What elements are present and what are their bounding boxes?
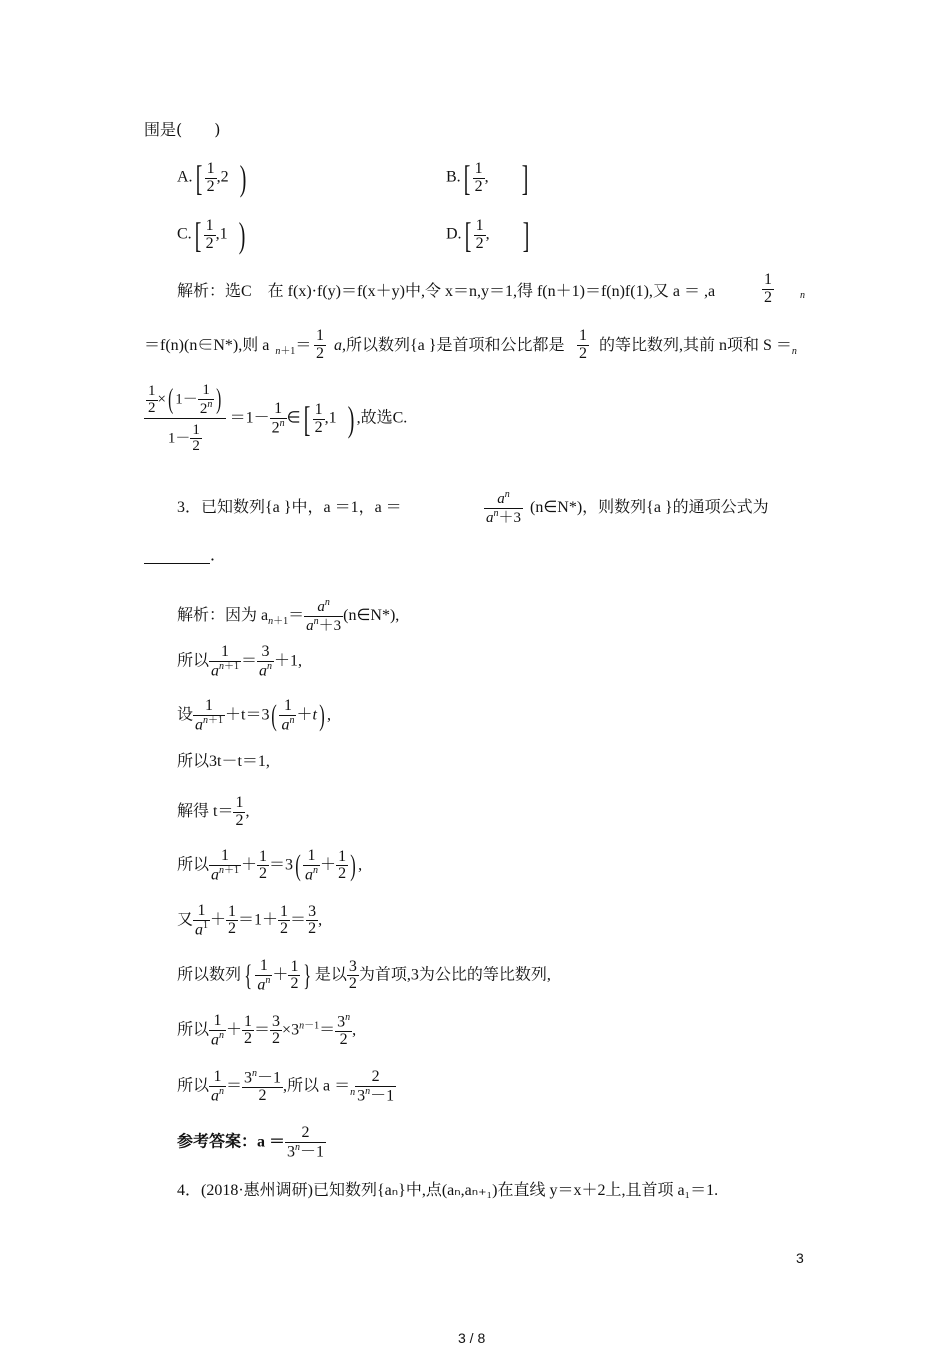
q3-step7: 所以数列 { $\frac{1}{a^n}$ ＋ $\frac{1}{2}$ } 是以 $\frac{3}{2}$ 为首项,3为公比的等比数列, (177, 957, 551, 994)
q2-option-c: C.[ $\frac{1}{2}$ ,1 ) (177, 215, 245, 255)
q3-step4: 解得 t＝ $\frac{1}{2}$ , (177, 794, 250, 829)
q3-reference-answer: 参考答案：a ＝ $\frac{2}{3^n-1}$ (177, 1124, 325, 1161)
q3-answer-blank: ． (144, 548, 226, 564)
q3-step6: 又 $\frac{1}{a^1}$ ＋ $\frac{1}{2}$ ＝1＋ $\frac{1}{2}$ ＝ $\frac{3}{2}$ , (177, 902, 323, 939)
q2-solution-line2: ＝f(n)(n∈N*),则 a $_{n+1}$＝ (144, 337, 312, 358)
page-indicator: 3 / 8 (458, 1330, 486, 1346)
q2-stem-tail: 围是( ) (144, 120, 221, 139)
page-number: 3 (796, 1250, 804, 1266)
q2-half-fraction: $\frac{1}{2}$ (764, 271, 772, 306)
q3-step5: 所以 $\frac{1}{a^{n+1}}$ ＋ $\frac{1}{2}$ ＝3( $\frac{1}{a^n}$ ＋ $\frac{1}{2}$ ) , (177, 847, 363, 884)
q3-step8: 所以 $\frac{1}{a^n}$ ＋ $\frac{1}{2}$ ＝ $\frac{3}{2}$ $\times 3^{n-1}=$ $\frac{3^n}{2}$ , (177, 1012, 357, 1049)
q3-step3: 所以3t－t＝1, (177, 753, 270, 770)
q2-option-a: A.[ $\frac{1}{2}$ ,2 ) (177, 158, 246, 198)
q3-step2: 设 $\frac{1}{a^{n+1}}$ ＋t＝3( $\frac{1}{a^n}$ ＋t) , (177, 697, 331, 734)
q2-solution-line1: 解析：选C 在 f(x)·f(y)＝f(x＋y)中,令 x＝n,y＝1,得 f(n＋1)＝f(n)f(1),又 a ＝ ,a (177, 283, 716, 300)
q3-step9: 所以 $\frac{1}{a^n}$ ＝ $\frac{3^n-1}{2}$ ,所以 $a =_n$ $\frac{2}{3^n-1}$ (177, 1068, 395, 1105)
q4-stem: 4．(2018·惠州调研)已知数列{aₙ}中,点(aₙ,aₙ₊₁)在直线 y＝x＋2上,且首项 a₁＝1. (177, 1182, 719, 1199)
q2-sum-formula: $\frac{1}{2}$ ×( 1－ $\frac{1}{2^n}$ ) 1－ $\frac{1}{2}$ ＝1－ $\frac{1}{2^n}$ ∈[ $\frac{1}{2}$ ,1 ) ,故选C. (144, 383, 407, 455)
document-page: 围是( ) A.[ $\frac{1}{2}$ ,2 ) B.[ $\frac{1}{2}$ , ] C.[ $\frac{1}{2}$ ,1 ) D.[ $\frac{1}{2}$ , ] 解析：选C 在 f(x)·f(y)＝f(x＋y)中,令 x＝n,y＝1,得 f(n＋1)＝f(n)f(1),又 a ＝ ,a $\frac{1}{2}$ n ＝f(n)(n∈N*),则 a $_{n+1}$＝ $\frac{1}{2}$ a,所以数列{a }是首项和公比都是 $\frac{1}{2}$ 的等比数列,其前 n项和 $S =_n$ $\frac{1}{2}$ ×( 1－ $\frac{1}{2^n}$ ) 1－ $\frac{1}{2}$ ＝1－ $\frac{1}{2^n}$ ∈[ $\frac{1}{2}$ ,1 ) ,故选C. 3．已知数列{a }中，a ＝1，a ＝ $\frac{a^n}{a^n+3}$ (n∈N*)，则数列{a }的通项公式为 ． 解析：因为 $a_{n+1}=$ $\frac{a^n}{a^n+3}$ (n∈N*), 所以 $\frac{1}{a^{n+1}}$ ＝ $\frac{3}{a^n}$ ＋1, 设 $\frac{1}{a^{n+1}}$ ＋t＝3( $\frac{1}{a^n}$ ＋t) , 所以3t－t＝1, 解得 t＝ $\frac{1}{2}$ , 所以 $\frac{1}{a^{n+1}}$ ＋ $\frac{1}{2}$ ＝3( $\frac{1}{a^n}$ ＋ $\frac{1}{2}$ ) , 又 $\frac{1}{a^1}$ ＋ $\frac{1}{2}$ ＝1＋ $\frac{1}{2}$ ＝ $\frac{3}{2}$ , 所以数列 { $\frac{1}{a^n}$ ＋ $\frac{1}{2}$ } 是以 $\frac{3}{2}$ 为首项,3为公比的等比数列, 所以 $\frac{1}{a^n}$ ＋ $\frac{1}{2}$ ＝ $\frac{3}{2}$ $\times 3^{n-1}=$ $\frac{3^n}{2}$ , 所以 $\frac{1}{a^n}$ ＝ $\frac{3^n-1}{2}$ ,所以 $a =_n$ $\frac{2}{3^n-1}$ 参考答案：a ＝ $\frac{2}{3^n-1}$ 4．(2018·惠州调研)已知数列{aₙ}中,点(aₙ,aₙ₊₁)在直线 y＝x＋2上,且首项 a₁＝1. 3 3 / 8 (144, 120, 805, 1346)
q3-step1: 所以 $\frac{1}{a^{n+1}}$ ＝ $\frac{3}{a^n}$ ＋1, (177, 643, 303, 680)
q3-solution-intro: 解析：因为 $a_{n+1}=$ $\frac{a^n}{a^n+3}$ (n∈N*), (177, 597, 400, 634)
q2-option-d: D.[ $\frac{1}{2}$ , ] (446, 215, 529, 255)
q3-stem: 3．已知数列{a }中，a ＝1，a ＝ (177, 499, 402, 516)
q2-option-b: B.[ $\frac{1}{2}$ , ] (446, 158, 528, 198)
